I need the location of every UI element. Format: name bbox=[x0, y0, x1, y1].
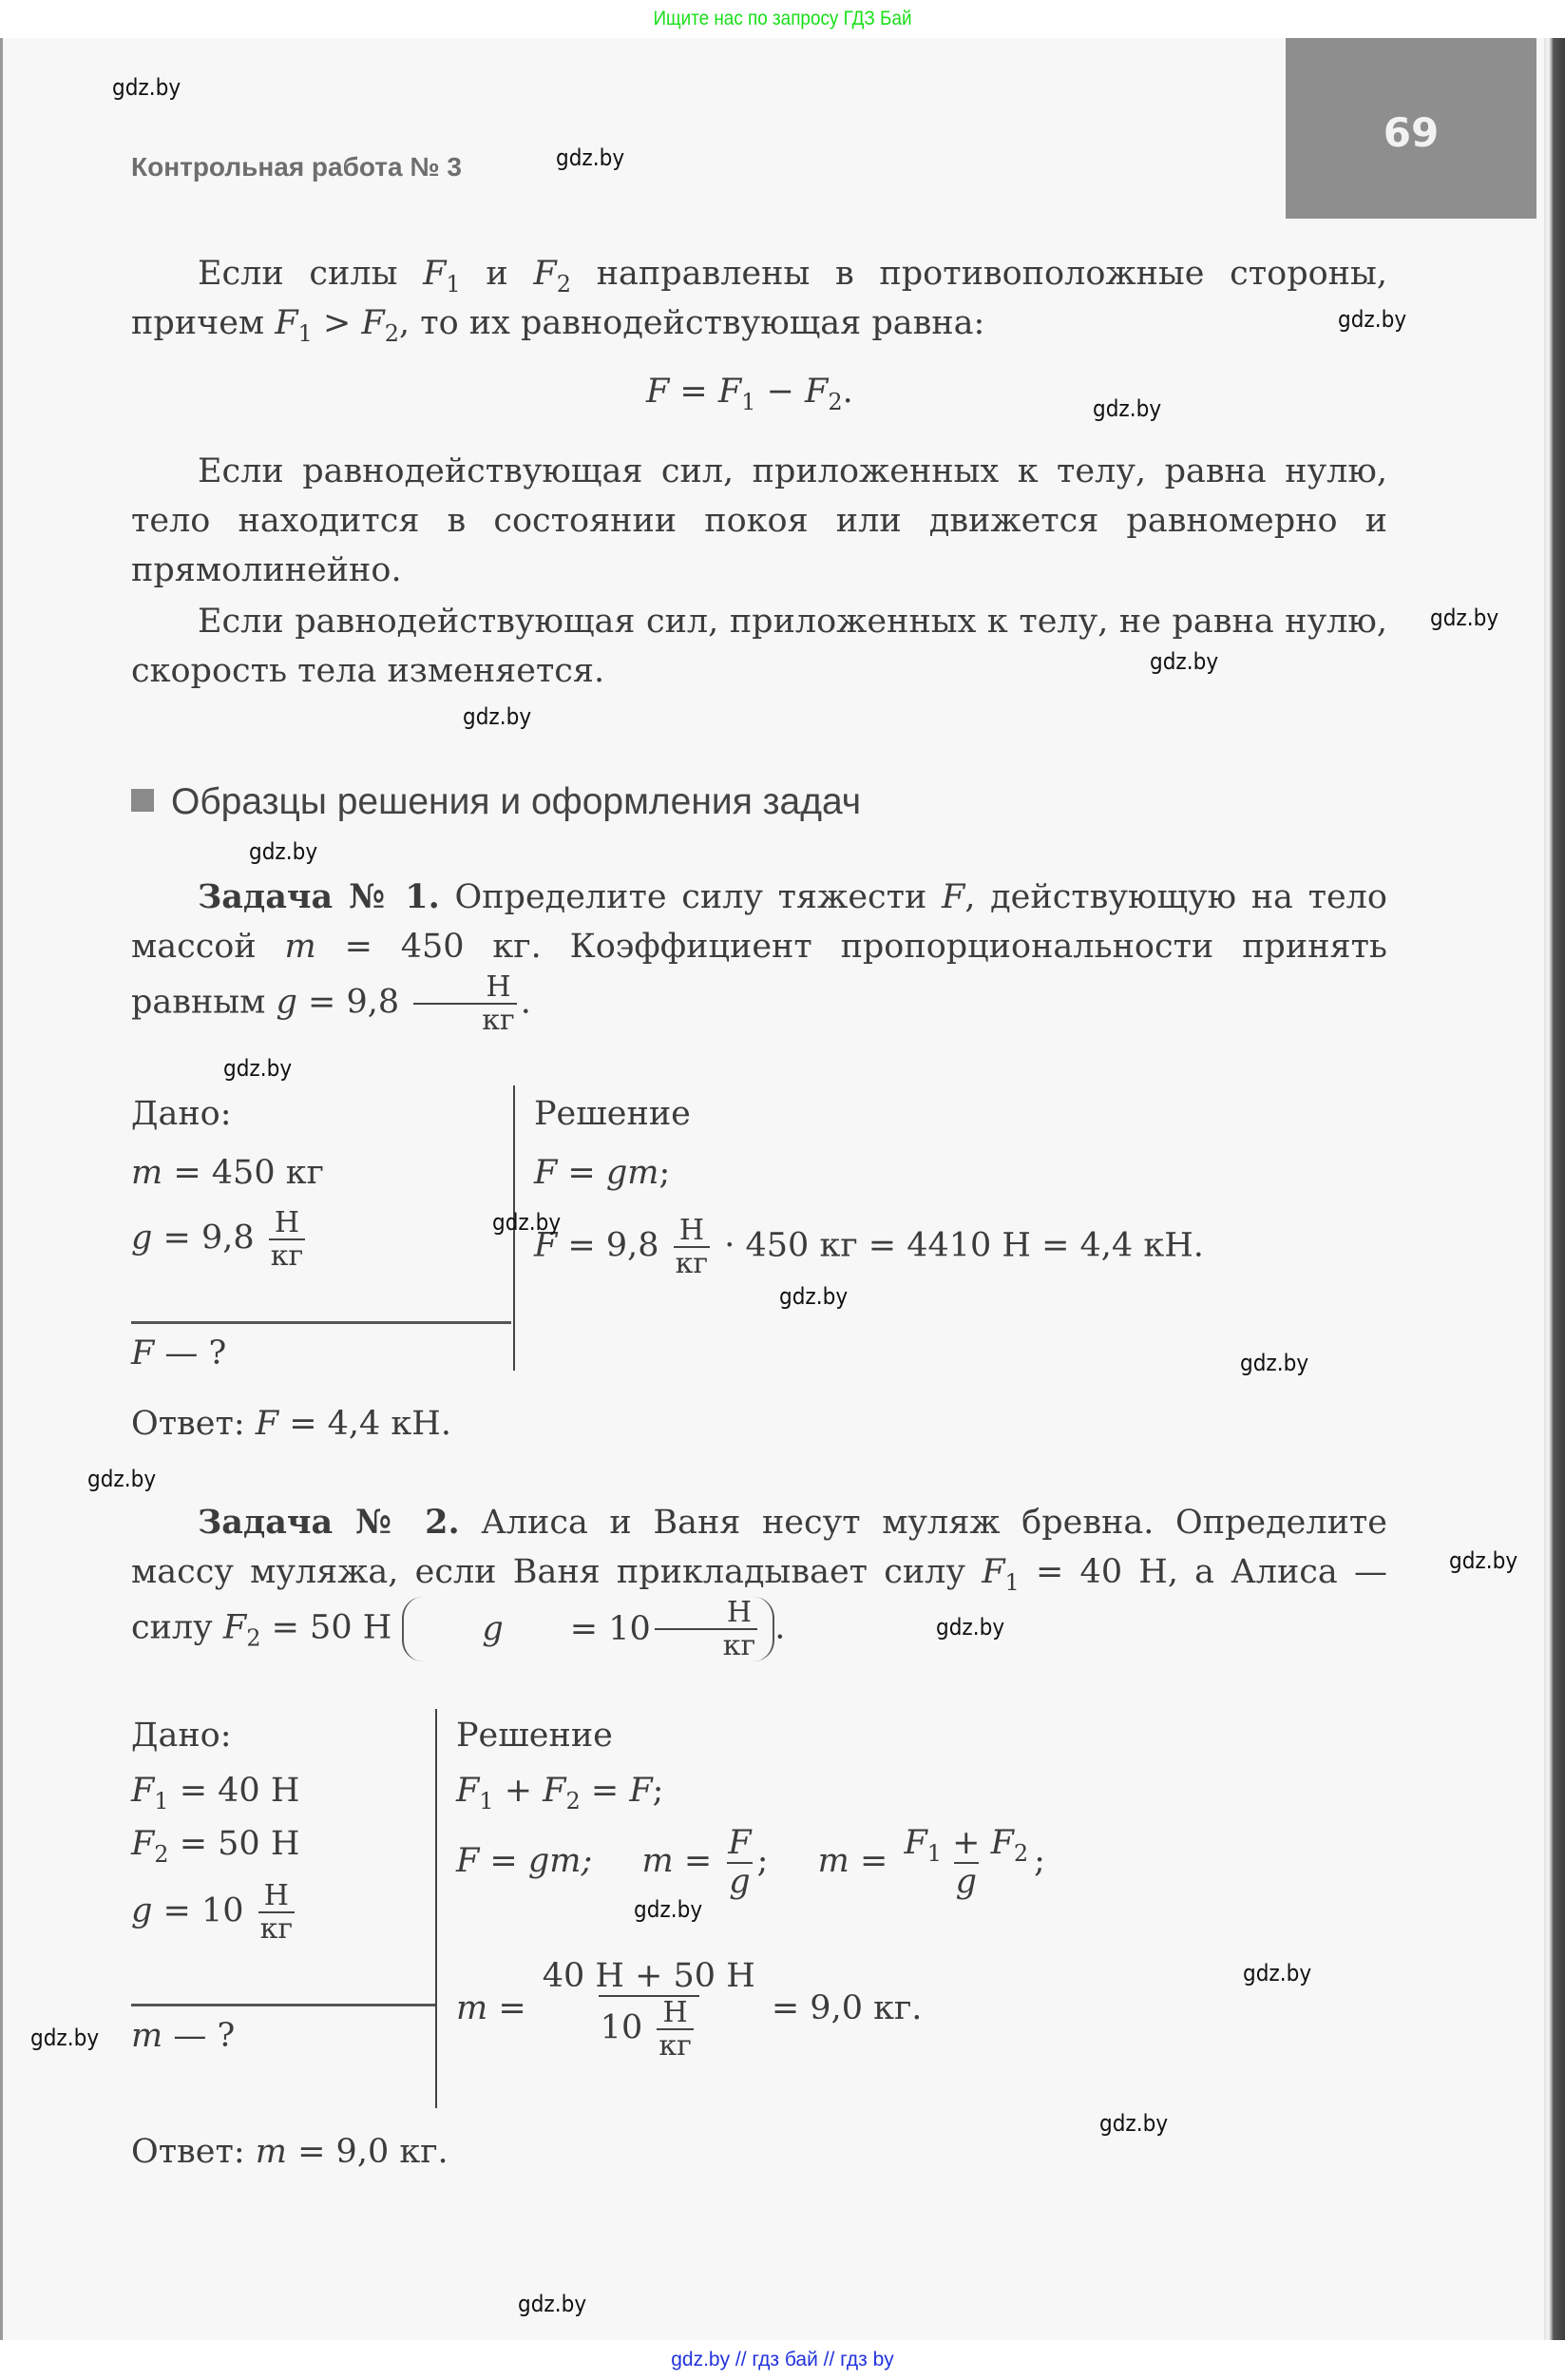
watermark: gdz.by bbox=[87, 1466, 157, 1492]
task2-given-g: g = 10 $\frac{Н}{кг}$ bbox=[131, 1879, 294, 1946]
theory-paragraph-2: Если равнодействующая сил, приложенных к телу, равна нулю, тело находится в состоянии покоя или движется равномерно и прямолинейно. bbox=[131, 452, 1387, 589]
watermark: gdz.by bbox=[518, 2291, 587, 2317]
task2-given-f2: $F_2 = 50$ Н bbox=[131, 1825, 300, 1868]
page-number: 69 bbox=[1383, 109, 1440, 156]
task2-statement: Задача № 2. Алиса и Ваня несут муляж бревна. Определите массу муляжа, если Ваня прикладывает силу $F_1 = 40$ Н, а Алиса — силу $F_2 = 50$ Н g = 10 $\frac{Н}{кг}$ . bbox=[131, 1503, 1388, 1662]
task2-solution-title: Решение bbox=[456, 1717, 613, 1755]
task1-given-g: g = 9,8 $\frac{Н}{кг}$ bbox=[131, 1206, 304, 1273]
task2-given-title: Дано: bbox=[131, 1717, 232, 1755]
watermark: gdz.by bbox=[1243, 1960, 1312, 1987]
bottom-banner[interactable]: gdz.by // гдз бай // гдз by bbox=[0, 2340, 1565, 2380]
watermark: gdz.by bbox=[936, 1614, 1005, 1641]
watermark: gdz.by bbox=[634, 1896, 703, 1923]
task2-solution-line-3: m = 40 Н + 50 Н 10 $\frac{Н}{кг}$ = 9,0 кг. bbox=[456, 1957, 923, 2063]
running-head: Контрольная работа № 3 bbox=[131, 152, 462, 182]
watermark: gdz.by bbox=[249, 838, 318, 865]
task1-given-title: Дано: bbox=[131, 1095, 232, 1133]
task2-solution-line-1: $F_1 + F_2 = F$; bbox=[456, 1772, 664, 1814]
watermark: gdz.by bbox=[1449, 1547, 1518, 1574]
watermark: gdz.by bbox=[30, 2025, 100, 2051]
top-banner[interactable]: Ищите нас по запросу ГДЗ Бай bbox=[653, 8, 912, 29]
watermark: gdz.by bbox=[1093, 395, 1162, 422]
watermark: gdz.by bbox=[556, 144, 625, 171]
section-heading: Образцы решения и оформления задач bbox=[131, 781, 861, 823]
task1-solution-line-1: F = gm; bbox=[534, 1154, 671, 1192]
task1-solution-line-2: F = 9,8 $\frac{Н}{кг}$ · 450 кг = 4410 Н = 4,4 кН. bbox=[534, 1214, 1204, 1280]
task2-answer: Ответ: m = 9,0 кг. bbox=[131, 2133, 449, 2171]
page-number-tab bbox=[1286, 38, 1536, 219]
watermark: gdz.by bbox=[779, 1283, 849, 1310]
watermark: gdz.by bbox=[1099, 2110, 1169, 2137]
page-edge bbox=[1544, 38, 1565, 2340]
task2-given-f1: $F_1 = 40$ Н bbox=[131, 1772, 300, 1814]
watermark: gdz.by bbox=[492, 1209, 562, 1236]
task1-solution-title: Решение bbox=[534, 1095, 691, 1133]
watermark: gdz.by bbox=[1338, 306, 1407, 333]
given-divider bbox=[131, 1321, 511, 1324]
watermark: gdz.by bbox=[223, 1055, 293, 1082]
task2-solution-line-2: F = gm; m = $\frac{F}{g}$ ; m = $\frac{F_1 + F_2}{g}$ ; bbox=[456, 1824, 1045, 1901]
task1-statement: Задача № 1. Определите силу тяжести F, действующую на тело массой m = 450 кг. Коэффициент пропорциональности принять равным g = 9,8 $\frac{Н}{кг}$ . bbox=[131, 877, 1387, 1037]
watermark: gdz.by bbox=[1150, 648, 1219, 675]
task1-answer: Ответ: F = 4,4 кН. bbox=[131, 1405, 451, 1443]
watermark: gdz.by bbox=[1240, 1350, 1309, 1376]
theory-paragraph-3: Если равнодействующая сил, приложенных к телу, не равна нулю, скорость тела изменяется. bbox=[131, 603, 1387, 690]
given-solution-separator bbox=[435, 1709, 437, 2108]
task1-find: F — ? bbox=[131, 1334, 227, 1372]
resultant-formula: $F = F_1 - F_2$. bbox=[646, 373, 853, 415]
theory-paragraph-1: Если силы $F_1$ и $F_2$ направлены в противоположные стороны, причем $F_1 > F_2$, то их равнодействующая равна: bbox=[131, 255, 1387, 347]
task2-find: m — ? bbox=[131, 2017, 236, 2055]
watermark: gdz.by bbox=[463, 703, 532, 730]
given-divider bbox=[131, 2004, 435, 2006]
section-marker-icon bbox=[131, 789, 154, 812]
task1-given-m: m = 450 кг bbox=[131, 1154, 324, 1192]
watermark: gdz.by bbox=[112, 74, 181, 101]
watermark: gdz.by bbox=[1430, 605, 1499, 631]
